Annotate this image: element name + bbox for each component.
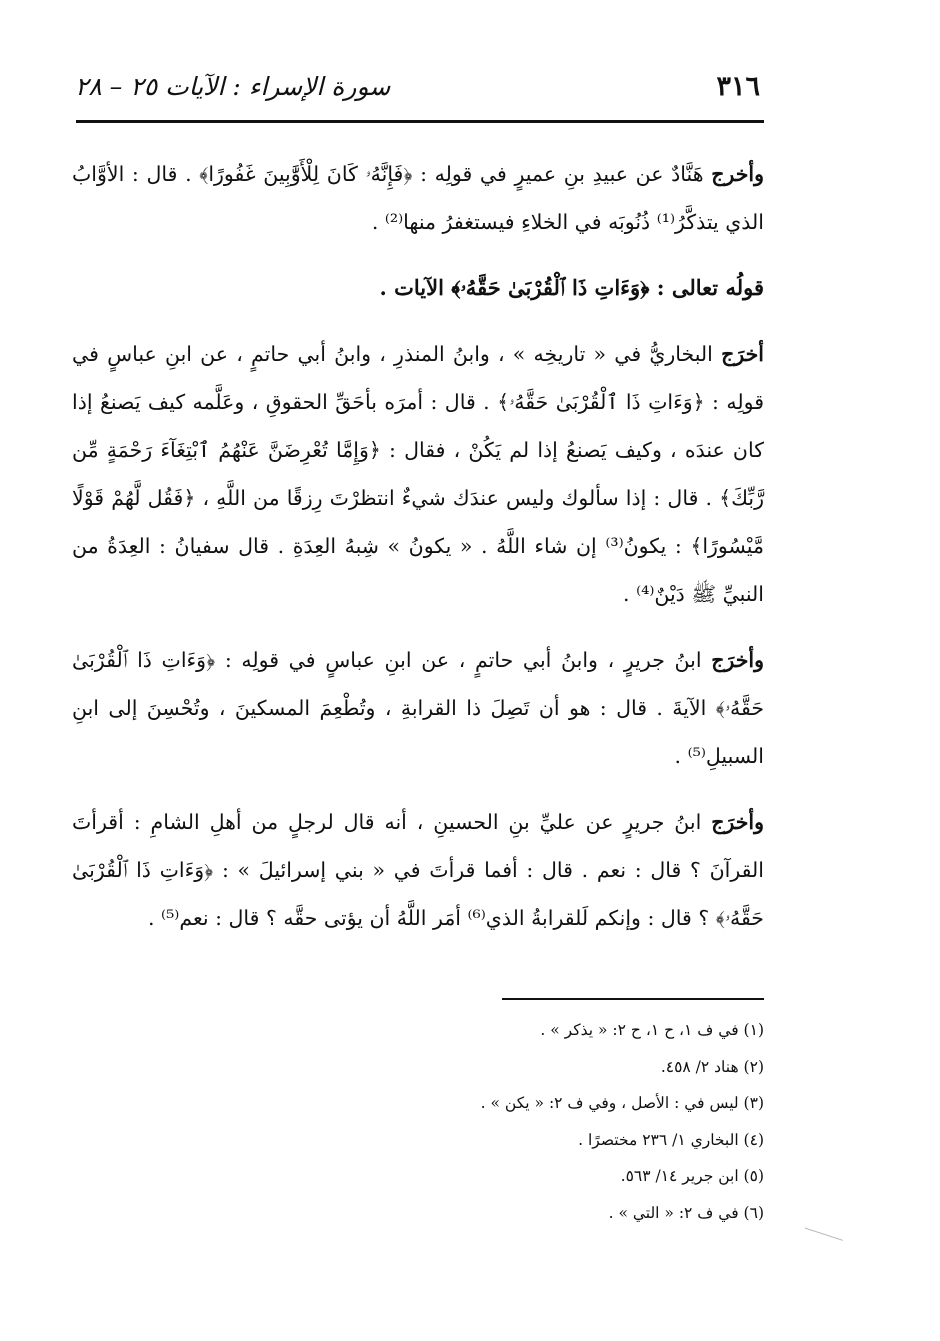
paragraph-bukhari xyxy=(72,330,764,618)
scan-smudge xyxy=(805,1214,848,1241)
paragraph-text: هَنَّادٌ عن عبيدِ بنِ عميرٍ في قولِه : ﴿فَإِنَّهُۥ كَانَ لِلْأَوَّٰبِينَ غَفُورًا﴾ . قال : الأوَّابُ الذي يتذكَّرُ⁽¹⁾ ذُنُوبَه في الخلاءِ فيستغفرُ منها⁽²⁾ . xyxy=(72,162,764,234)
page-header xyxy=(75,60,760,112)
paragraph-lead: وأخرج xyxy=(711,162,764,186)
footnote-1: (١) في ف ١، ح ١، ح ٢: « يذكر » . xyxy=(540,1021,764,1039)
paragraph-ibn-jarir-1 xyxy=(72,636,764,780)
section-heading xyxy=(72,264,764,312)
paragraph-text: ابنُ جريرٍ عن عليِّ بنِ الحسينِ ، أنه قال لرجلٍ من أهلِ الشامِ : أقرأتَ القرآنَ ؟ قال : نعم . قال : أفما قرأتَ في « بني إسرائيلَ » : ﴿وَءَاتِ ذَا ٱلْقُرْبَىٰ حَقَّهُۥ﴾ ؟ قال : وإنكم لَلقرابةُ الذي⁽⁶⁾ أمَر اللَّهُ أن يؤتى حقَّه ؟ قال : نعم⁽⁵⁾ . xyxy=(72,810,764,930)
paragraph-lead: أخرَج xyxy=(721,342,764,366)
running-title: سورة الإسراء : الآيات ٢٥ – ٢٨ xyxy=(75,71,391,101)
footnotes xyxy=(300,1012,764,1231)
heading-lead: قولُه تعالى : xyxy=(656,275,764,300)
paragraph-hannad xyxy=(72,150,764,246)
footnote-4: (٤) البخاري ١/ ٢٣٦ مختصرًا . xyxy=(578,1130,764,1149)
paragraph-lead: وأخرَج xyxy=(711,810,764,834)
paragraph-ibn-jarir-2 xyxy=(72,798,764,942)
footnote-5: (٥) ابن جرير ١٤/ ٥٦٣. xyxy=(620,1167,764,1185)
page-number: ٣١٦ xyxy=(716,70,760,102)
main-text xyxy=(72,150,764,960)
footnote-2: (٢) هناد ٢/ ٤٥٨. xyxy=(660,1057,764,1076)
heading-text: ﴿وَءَاتِ ذَا ٱلْقُرْبَىٰ حَقَّهُۥ﴾ الآيات . xyxy=(379,275,657,300)
paragraph-lead: وأخرَج xyxy=(711,648,764,672)
footnote-divider xyxy=(502,998,764,1000)
paragraph-text: ابنُ جريرٍ ، وابنُ أبي حاتمٍ ، عن ابنِ عباسٍ في قولِه : ﴿وَءَاتِ ذَا ٱلْقُرْبَىٰ حَقَّهُۥ﴾ الآيةَ . قال : هو أن تَصِلَ ذا القرابةِ ، وتُطْعِمَ المسكينَ ، وتُحْسِنَ إلى ابنِ السبيلِ⁽⁵⁾ . xyxy=(72,648,764,768)
footnote-3: (٣) ليس في : الأصل ، وفي ف ٢: « يكن » . xyxy=(480,1094,764,1112)
footnote-6: (٦) في ف ٢: « التي » . xyxy=(608,1203,764,1222)
paragraph-text: البخاريُّ في « تاريخِه » ، وابنُ المنذرِ ، وابنُ أبي حاتمٍ ، عن ابنِ عباسٍ في قولِه : ﴿وَءَاتِ ذَا ٱلْقُرْبَىٰ حَقَّهُۥ﴾ . قال : أمرَه بأحَقِّ الحقوقِ ، وعَلَّمه كيف يَصنعُ إذا كان عندَه ، وكيف يَصنعُ إذا لم يَكُنْ ، فقال : ﴿وَإِمَّا تُعْرِضَنَّ عَنْهُمُ ٱبْتِغَآءَ رَحْمَةٍ مِّن رَّبِّكَ﴾ . قال : إذا سألوك وليس عندَك شيءٌ انتظرْتَ رِزقًا من اللَّهِ ، ﴿فَقُل لَّهُمْ قَوْلًا مَّيْسُورًا﴾ : يكونُ⁽³⁾ إن شاء اللَّهُ . « يكونُ » شِبهُ العِدَةِ . قال سفيانُ : العِدَةُ من النبيِّ ﷺ دَيْنٌ⁽⁴⁾ . xyxy=(72,342,764,606)
header-divider xyxy=(76,120,764,123)
